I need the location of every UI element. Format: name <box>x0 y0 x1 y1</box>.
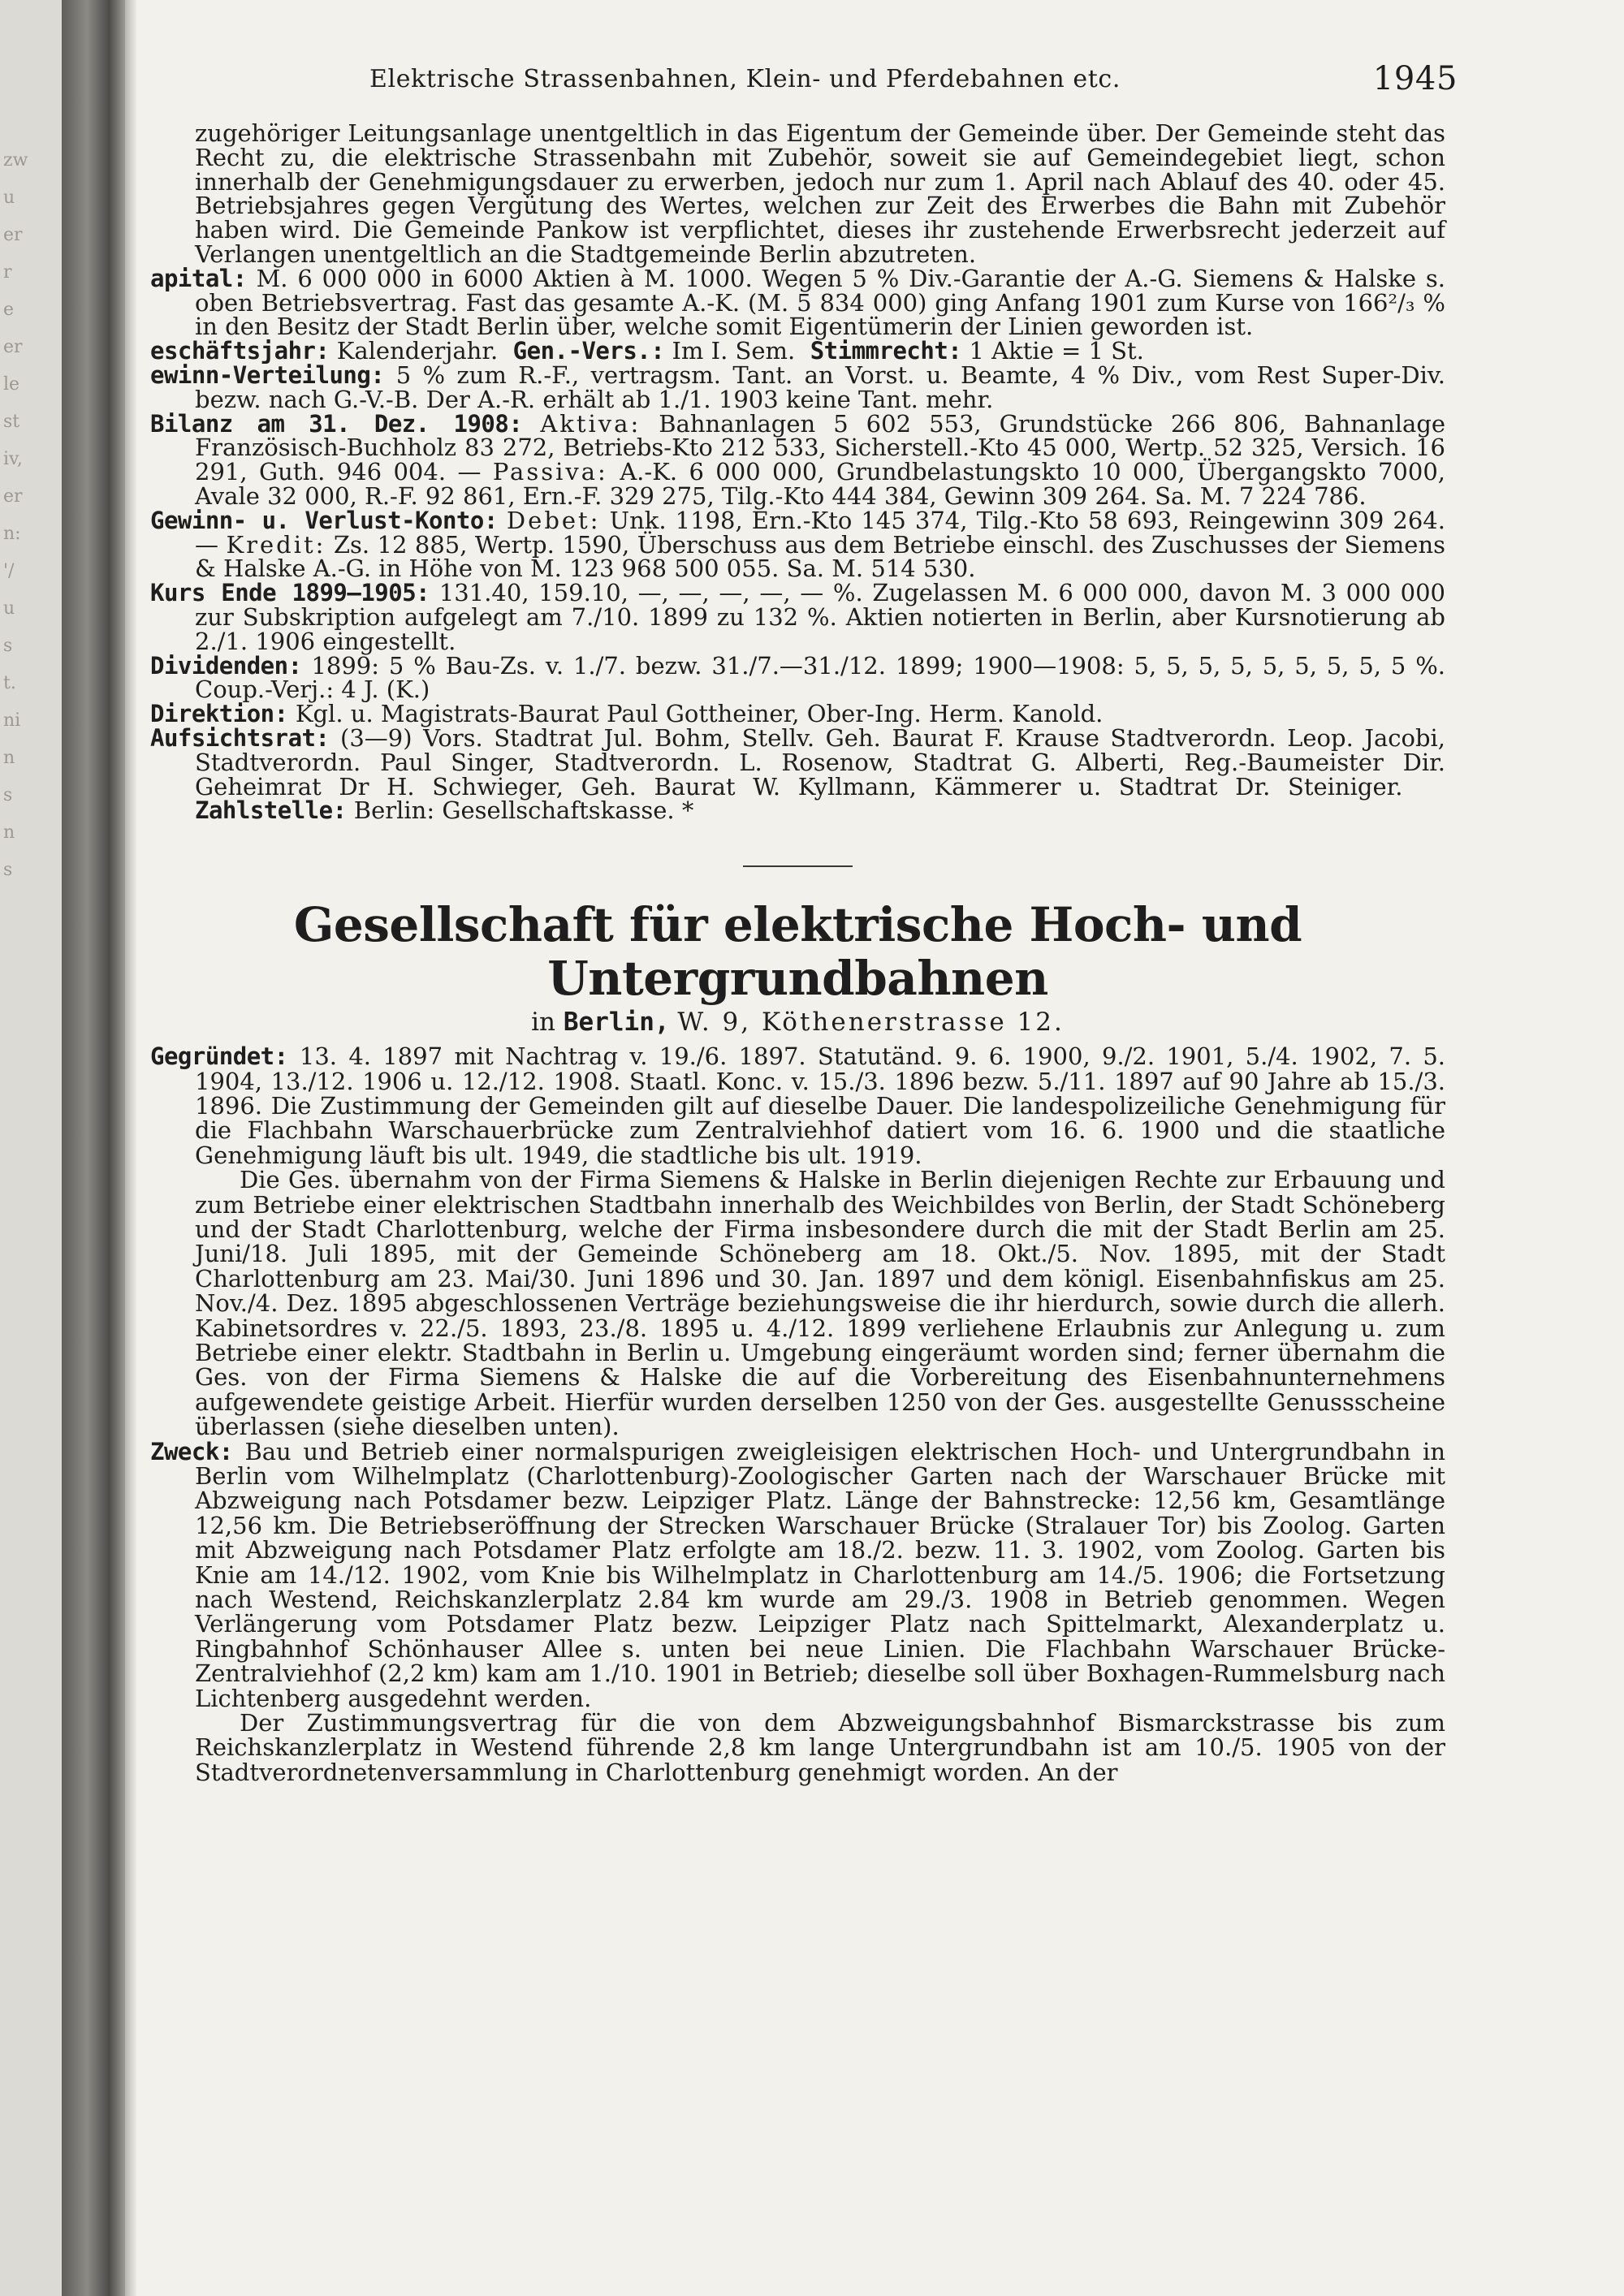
running-head-title: Elektrische Strassenbahnen, Klein- und Pferdebahnen etc. <box>369 65 1121 93</box>
text-gegruendet: 13. 4. 1897 mit Nachtrag v. 19./6. 1897. Statutänd. 9. 6. 1900, 9./2. 1901, 5./4. 1902, 7. 5. 1904, 13./12. 1906 u. 12./12. 1908. Staatl. Konc. v. 15./3. 1896 bezw. 5./11. 1897 auf 90 Jahre ab 15./3. 1896. Die Zustimmung der Gemeinden gilt auf dieselbe Dauer. Die landespolizeiliche Genehmigung für die Flachbahn Warschauerbrücke zum Zentralviehhof datiert vom 16. 6. 1900 und die staatliche Genehmigung läuft bis ult. 1949, die stadtliche bis ult. 1919. <box>195 1042 1445 1169</box>
margin-fragment: e <box>3 300 15 320</box>
label-kapital: apital: <box>150 264 247 292</box>
company-title: Gesellschaft für elektrische Hoch- und Untergrundbahnen <box>293 897 1302 1007</box>
address-city: Berlin, <box>563 1008 670 1038</box>
text-bilanz-passiva: A.-K. 6 000 000, Grundbelastungskto 10 000, Übergangskto 7000, Avale 32 000, R.-F. 92 861, Ern.-F. 329 275, Tilg.-Kto 444 384, Gewinn 309 264. Sa. M. 7 224 786. <box>195 458 1445 510</box>
text-gewinn-verteilung: 5 % zum R.-F., vertragsm. Tant. an Vorst. u. Beamte, 4 % Div., vom Rest Super-Div. bezw. nach G.-V.-B. Der A.-R. erhält ab 1./1. 1903 keine Tant. mehr. <box>195 360 1446 413</box>
text-aufsichtsrat: (3—9) Vors. Stadtrat Jul. Bohm, Stellv. Geh. Baurat F. Krause Stadtverordn. Leop. Jacobi, Stadtverordn. Paul Singer, Stadtverordn. L. Rosenow, Stadtrat G. Alberti, Reg.-Baumeister Dir. Geheimrat Dr H. Schwieger, Geh. Baurat W. Kyllmann, Kämmerer u. Stadtrat Dr. Steiniger. <box>195 723 1445 801</box>
margin-fragment: le <box>3 374 20 395</box>
text-guv-debet: Unk. 1198, Ern.-Kto 145 374, Tilg.-Kto 58 693, Reingewinn 309 264. — <box>195 506 1445 559</box>
intro-paragraph: zugehöriger Leitungsanlage unentgeltlich in das Eigentum der Gemeinde über. Der Gemeinde steht das Recht zu, die elektrische Strassenbahn mit Zubehör, soweit sie auf Gemeindegebiet liegt, schon innerhalb der Genehmigungsdauer zu erwerben, jedoch nur zum 1. April nach Ablauf des 40. oder 45. Betriebsjahres gegen Vergütung des Wertes, welchen zur Zeit des Erwerbes die Bahn mit Zubehör haben wird. Die Gemeinde Pankow ist verpflichtet, dieses ihr zustehende Erwerbsrecht jederzeit auf Verlangen unentgeltlich an die Stadtgemeinde Berlin abzutreten. <box>195 119 1445 268</box>
page-body <box>150 57 1458 1786</box>
margin-fragment: iv, <box>3 449 23 469</box>
page-number: 1945 <box>1372 60 1458 97</box>
running-head <box>150 57 1458 102</box>
text-bilanz-aktiva: Bahnanlagen 5 602 553, Grundstücke 266 806, Bahnanlage Französisch-Buchholz 83 272, Betriebs-Kto 212 533, Sicherstell.-Kto 45 000, Wertp. 52 325, Versich. 16 291, Guth. 946 004. — <box>195 409 1446 486</box>
address-street: W. 9, Köthenerstrasse 12. <box>677 1008 1065 1038</box>
word-passiva: Passiva: <box>492 458 608 486</box>
entry-gewinn-verteilung <box>150 360 1446 413</box>
section-divider <box>743 865 853 867</box>
entry-kapital <box>150 264 1446 341</box>
margin-fragment: n <box>3 822 15 843</box>
margin-fragment: er <box>3 225 23 245</box>
left-facing-page-edge <box>0 0 63 2296</box>
section-previous-company <box>150 119 1446 825</box>
label-geschaeftsjahr: eschäftsjahr: <box>150 337 330 365</box>
label-gen-vers: Gen.-Vers.: <box>512 337 665 365</box>
margin-fragment: st <box>3 412 20 432</box>
text-zahlstelle: Berlin: Gesellschaftskasse. <box>353 796 675 825</box>
text-kurs: 131.40, 159.10, —, —, —, —, — %. Zugelassen M. 6 000 000, davon M. 3 000 000 zur Subskription aufgelegt am 7./10. 1899 zu 132 %. Aktien notierten in Berlin, aber Kursnotierung ab 2./1. 1906 eingestellt. <box>195 579 1446 655</box>
margin-fragment: n <box>3 748 15 768</box>
text-geschaeftsjahr: Kalenderjahr. <box>336 337 499 365</box>
margin-fragment: t. <box>3 673 16 693</box>
label-stimmrecht: Stimmrecht: <box>810 337 962 365</box>
text-gen-vers: Im I. Sem. <box>672 337 796 365</box>
margin-fragment: er <box>3 337 23 357</box>
entry-gewinn-verlust <box>150 506 1446 583</box>
entry-geschaeftsjahr <box>150 339 1445 364</box>
label-dividenden: Dividenden: <box>150 651 302 680</box>
entry-dividenden <box>150 651 1446 704</box>
label-gewinn-verlust: Gewinn- u. Verlust-Konto: <box>150 506 498 534</box>
margin-fragment: s <box>3 785 13 805</box>
text-kapital: M. 6 000 000 in 6000 Aktien à M. 1000. Wegen 5 % Div.-Garantie der A.-G. Siemens & Halske s. oben Betriebsvertrag. Fast das gesamte A.-K. (M. 5 834 000) ging Anfang 1901 zum Kurse von 166²/₃ % in den Besitz der Stadt Berlin über, welche somit Eigentümerin der Linien geworden ist. <box>195 264 1446 341</box>
word-aktiva: Aktiva: <box>540 409 641 438</box>
margin-fragment: r <box>3 262 12 283</box>
entry-kurs <box>150 581 1445 654</box>
entry-direktion <box>150 702 1445 727</box>
book-binding-shadow <box>62 0 125 2296</box>
label-aufsichtsrat: Aufsichtsrat: <box>150 723 330 752</box>
entry-aufsichtsrat <box>150 723 1445 825</box>
margin-fragment: u <box>3 188 15 208</box>
margin-fragment: zw <box>3 150 28 170</box>
word-debet: Debet: <box>506 506 601 534</box>
section-company <box>150 898 1445 1785</box>
entry-zweck <box>150 1439 1445 1711</box>
margin-fragment: n: <box>3 524 21 544</box>
paragraph-contract: Der Zustimmungsvertrag für die von dem Abzweigungsbahnhof Bismarckstrasse bis zum Reichskanzlerplatz in Westend führende 2,8 km lange Untergrundbahn ist am 10./5. 1905 von der Stadtverordnetenversammlung in Charlottenburg genehmigt worden. An der <box>195 1709 1445 1786</box>
margin-fragment: s <box>3 860 13 880</box>
book-binding-edge <box>125 0 136 2296</box>
label-direktion: Direktion: <box>150 700 288 728</box>
address-in: in <box>531 1008 556 1038</box>
label-kurs: Kurs Ende 1899—1905: <box>150 579 430 607</box>
label-gewinn-verteilung: ewinn-Verteilung: <box>150 360 385 389</box>
entry-gegruendet <box>150 1044 1445 1167</box>
label-gegruendet: Gegründet: <box>150 1042 288 1071</box>
label-zweck: Zweck: <box>150 1437 233 1465</box>
text-direktion: Kgl. u. Magistrats-Baurat Paul Gottheiner, Ober-Ing. Herm. Kanold. <box>295 700 1104 728</box>
entry-bilanz <box>150 409 1446 510</box>
margin-fragment: s <box>3 636 13 656</box>
company-address <box>150 1008 1445 1036</box>
margin-fragment: er <box>3 486 23 507</box>
text-dividenden: 1899: 5 % Bau-Zs. v. 1./7. bezw. 31./7.—31./12. 1899; 1900—1908: 5, 5, 5, 5, 5, 5, 5, 5, 5 %. Coup.-Verj.: 4 J. (K.) <box>195 651 1446 704</box>
label-bilanz: Bilanz am 31. Dez. 1908: <box>150 409 523 438</box>
margin-fragment: '/ <box>3 561 15 581</box>
text-stimmrecht: 1 Aktie = 1 St. <box>969 337 1144 365</box>
paragraph-rights: Die Ges. übernahm von der Firma Siemens & Halske in Berlin diejenigen Rechte zur Erbauung und zum Betriebe einer elektrischen Stadtbahn innerhalb des Weichbildes von Berlin, der Stadt Schöneberg und der Stadt Charlottenburg, welche der Firma insbesondere durch die mit der Stadt Berlin am 25. Juni/18. Juli 1895, mit der Gemeinde Schöneberg am 18. Okt./5. Nov. 1895, mit der Stadt Charlottenburg am 23. Mai/30. Juni 1896 und 30. Jan. 1897 und dem königl. Eisenbahnfiskus am 25. Nov./4. Dez. 1895 abgeschlossenen Verträge beziehungsweise die ihr hierdurch, sowie durch die allerh. Kabinetsordres v. 22./5. 1893, 23./8. 1895 u. 4./12. 1899 verliehene Erlaubnis zur Anlegung u. zum Betriebe einer elektr. Stadtbahn in Berlin u. Umgebung eingeräumt worden sind; ferner übernahm die Ges. von der Firma Siemens & Halske die auf die Vorbereitung des Eisenbahnunternehmens aufgewendete geistige Arbeit. Hierfür wurden derselben 1250 von der Ges. ausgestellte Genussscheine überlassen (siehe dieselben unten). <box>195 1166 1445 1441</box>
text-zweck: Bau und Betrieb einer normalspurigen zweigleisigen elektrischen Hoch- und Untergrundbahn in Berlin vom Wilhelmplatz (Charlottenburg)-Zoologischer Garten nach der Warschauer Brücke mit Abzweigung nach Potsdamer bezw. Leipziger Platz. Länge der Bahnstrecke: 12,56 km, Gesamtlänge 12,56 km. Die Betriebseröffnung der Strecken Warschauer Brücke (Stralauer Tor) bis Zoolog. Garten mit Abzweigung nach Potsdamer Platz erfolgte am 18./2. bezw. 11. 3. 1902, vom Zoolog. Garten bis Knie am 14./12. 1902, vom Knie bis Wilhelmplatz in Charlottenburg am 14./5. 1906; die Fortsetzung nach Westend, Reichskanzlerplatz 2.84 km wurde am 29./3. 1908 in Betrieb genommen. Wegen Verlängerung vom Potsdamer Platz bezw. Leipziger Platz nach Spittelmarkt, Alexanderplatz u. Ringbahnhof Schönhauser Allee s. unten bei neue Linien. Die Flachbahn Warschauer Brücke-Zentralviehhof (2,2 km) kam am 1./10. 1901 in Betrieb; dieselbe soll über Boxhagen-Rummelsburg nach Lichtenberg ausgedehnt werden. <box>195 1437 1446 1712</box>
margin-fragment: ni <box>3 710 21 731</box>
margin-fragment: u <box>3 598 15 619</box>
label-zahlstelle: Zahlstelle: <box>195 796 347 825</box>
word-kredit: Kredit: <box>226 530 326 559</box>
asterisk-mark: * <box>681 796 694 825</box>
text-guv-kredit: Zs. 12 885, Wertp. 1590, Überschuss aus dem Betriebe einschl. des Zuschusses der Siemens & Halske A.-G. in Höhe von M. 123 968 500 055. Sa. M. 514 530. <box>195 530 1446 583</box>
